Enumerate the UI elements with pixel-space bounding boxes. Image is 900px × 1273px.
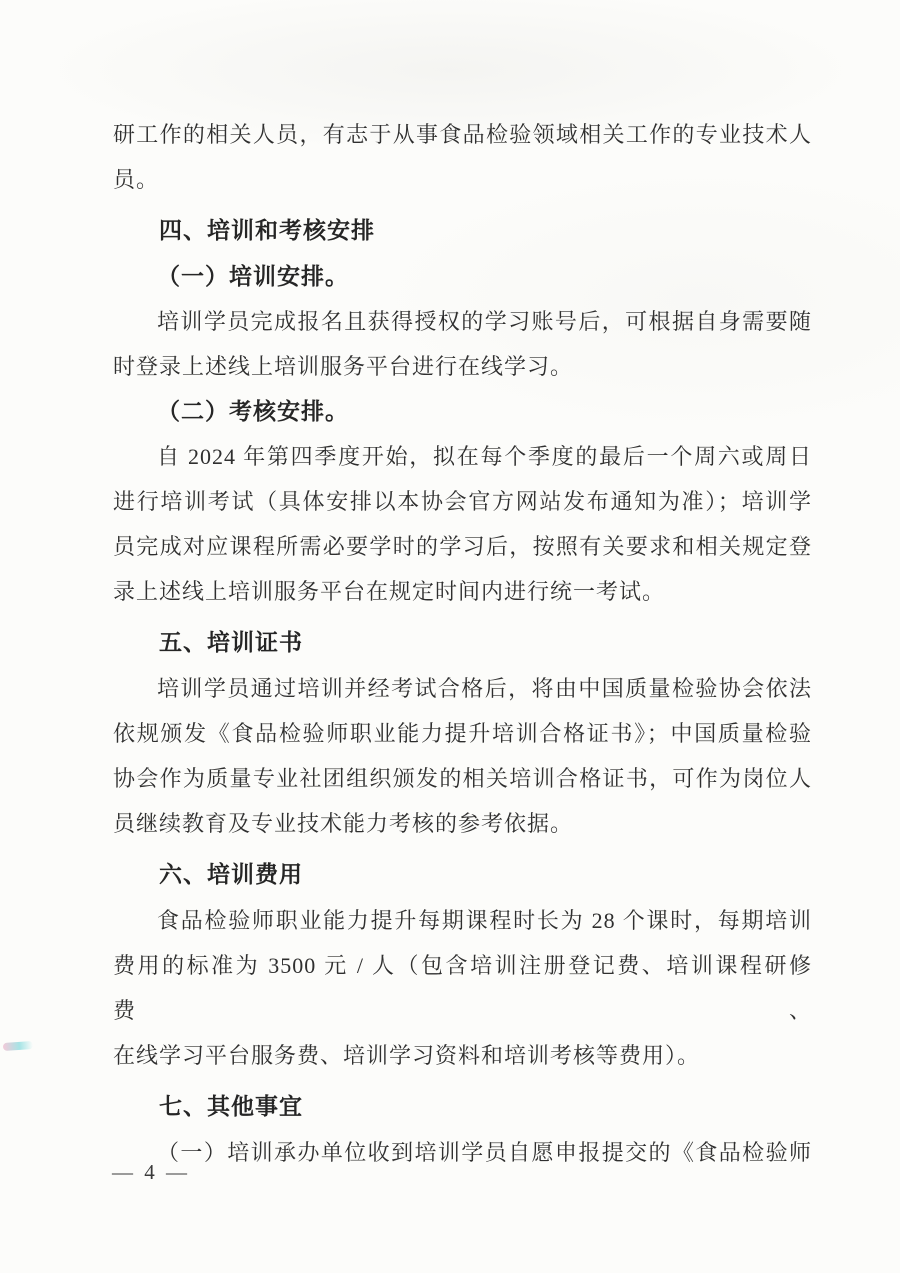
text-line: （一）培训承办单位收到培训学员自愿申报提交的《食品检验师 [157, 1140, 812, 1165]
scan-artifact-streak [3, 1041, 33, 1051]
text-line: 录上述线上培训服务平台在规定时间内进行统一考试。 [113, 579, 666, 604]
text-line: 进行培训考试（具体安排以本协会官方网站发布通知为准）；培训学 [113, 489, 812, 514]
section-heading-4: 四、培训和考核安排 [159, 218, 375, 244]
text-line: 依规颁发《食品检验师职业能力提升培训合格证书》；中国质量检验 [113, 721, 812, 746]
subsection-heading-4-2: （二）考核安排。 [157, 399, 349, 424]
text-line: 时登录上述线上培训服务平台进行在线学习。 [113, 354, 574, 379]
text-line: 研工作的相关人员，有志于从事食品检验领域相关工作的专业技术人 [113, 122, 812, 147]
text-line: 培训学员通过培训并经考试合格后，将由中国质量检验协会依法 [157, 676, 812, 701]
text-line: 费用的标准为 3500 元 / 人（包含培训注册登记费、培训课程研修费、 [113, 953, 812, 1023]
section-heading-7: 七、其他事宜 [159, 1094, 303, 1120]
text-line: 员。 [113, 167, 160, 192]
text-line: 协会作为质量专业社团组织颁发的相关培训合格证书，可作为岗位人 [113, 766, 812, 791]
document-text [113, 112, 812, 1175]
subsection-heading-4-1: （一）培训安排。 [157, 264, 349, 289]
text-line: 员继续教育及专业技术能力考核的参考依据。 [113, 811, 574, 836]
text-line: 培训学员完成报名且获得授权的学习账号后，可根据自身需要随 [157, 309, 812, 334]
section-heading-6: 六、培训费用 [159, 862, 303, 888]
section-heading-5: 五、培训证书 [159, 630, 303, 656]
text-line: 员完成对应课程所需必要学时的学习后，按照有关要求和相关规定登 [113, 534, 812, 559]
page-number: — 4 — [112, 1160, 190, 1184]
text-line: 自 2024 年第四季度开始，拟在每个季度的最后一个周六或周日 [157, 444, 812, 469]
text-line: 食品检验师职业能力提升每期课程时长为 28 个课时，每期培训 [157, 908, 812, 933]
text-line: 在线学习平台服务费、培训学习资料和培训考核等费用）。 [113, 1043, 701, 1068]
